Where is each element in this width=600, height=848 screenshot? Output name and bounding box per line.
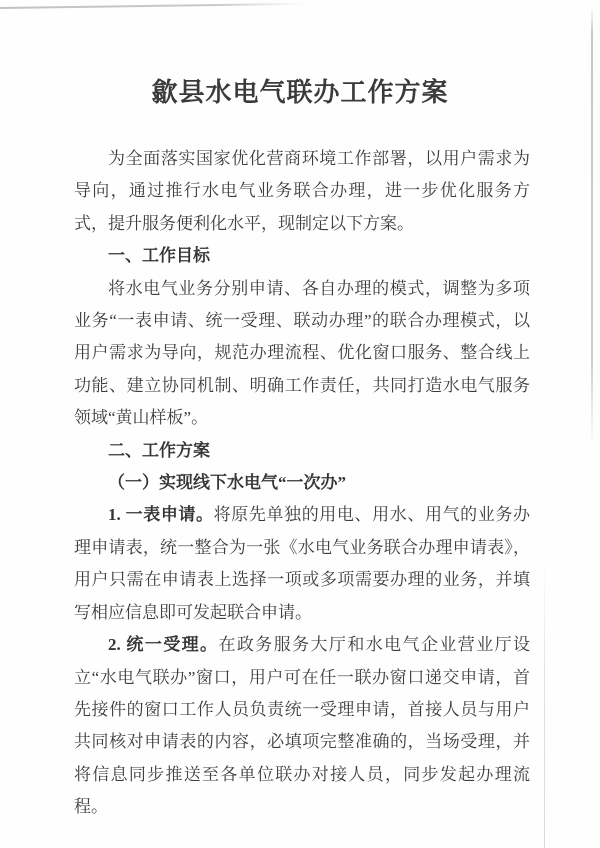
paragraph-item-1-one-form-application — [74, 499, 530, 629]
paragraph-item-2-unified-acceptance — [74, 629, 530, 823]
item-1-lead: 1. 一表申请。 — [108, 505, 214, 525]
scan-edge-right-line — [591, 8, 593, 446]
item-2-lead: 2. 统一受理。 — [108, 635, 219, 655]
section-heading-work-plan: 二、工作方案 — [108, 440, 210, 460]
subsection-heading-offline-once: （一）实现线下水电气“一次办” — [108, 473, 346, 493]
document-title: 歙县水电气联办工作方案 — [151, 77, 449, 107]
scan-edge-right-lower-line — [544, 560, 545, 848]
paragraph-work-goal: 将水电气业务分别申请、各自办理的模式，调整为多项业务“一表申请、统一受理、联动办理”的联合办理模式，以用户需求为导向，规范办理流程、优化窗口服务、整合线上功能、建立协同机制、明确工作责任，共同打造水电气服务领域“黄山样板”。 — [74, 278, 530, 428]
item-1-text: 将原先单独的用电、用水、用气的业务办理申请表，统一整合为一张《水电气业务联合办理申请表》，用户只需在申请表上选择一项或多项需要办理的业务，并填写相应信息即可发起联合申请。 — [74, 505, 531, 622]
document-body — [74, 143, 530, 824]
item-2-text: 在政务服务大厅和水电气企业营业厅设立“水电气联办”窗口，用户可在任一联办窗口递交申请，首先接件的窗口工作人员负责统一受理申请，首接人员与用户共同核对申请表的内容，必填项完整准确的，当场受理，并将信息同步推送至各单位联办对接人员，同步发起办理流程。 — [74, 635, 531, 817]
section-heading-work-goal: 一、工作目标 — [108, 246, 210, 266]
paragraph-intro: 为全面落实国家优化营商环境工作部署，以用户需求为导向，通过推行水电气业务联合办理，进一步优化服务方式，提升服务便利化水平，现制定以下方案。 — [74, 149, 530, 233]
